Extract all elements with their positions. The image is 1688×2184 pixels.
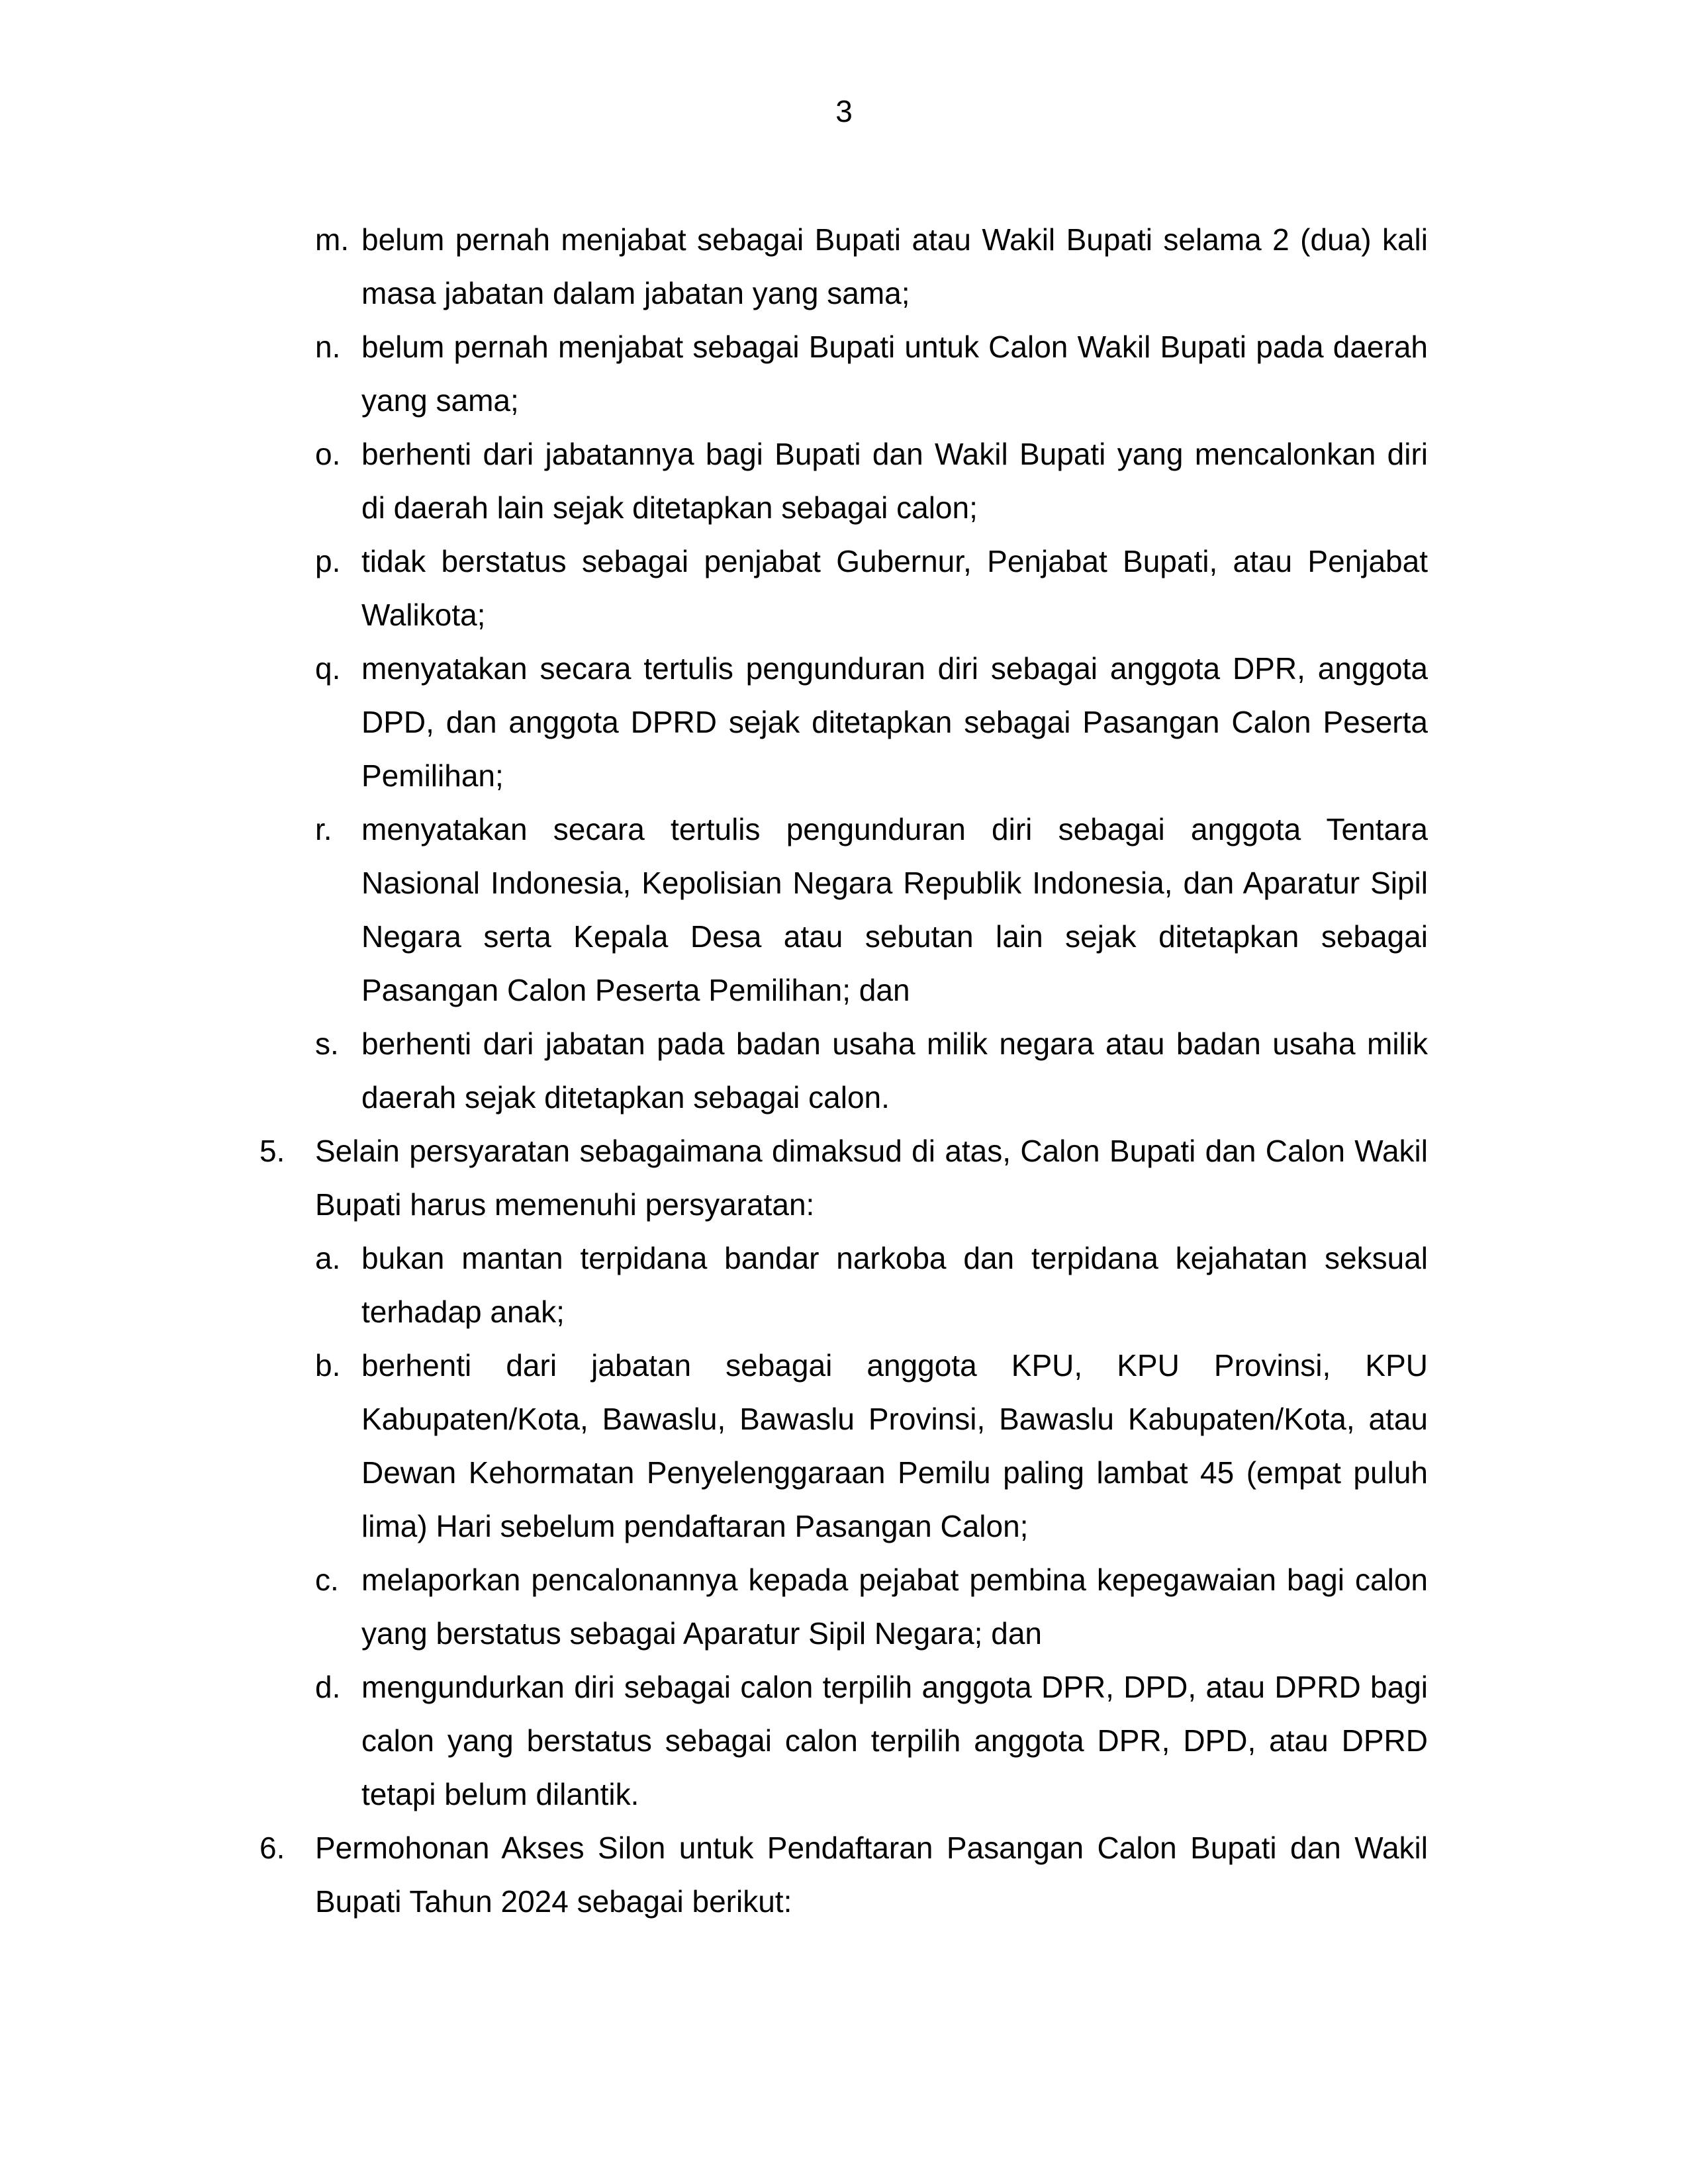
list-marker: s. bbox=[315, 1026, 339, 1061]
text-line: Permohonan Akses Silon untuk Pendaftaran Pasangan Calon Bupati dan Wakil bbox=[315, 1831, 1428, 1865]
text-line: DPD, dan anggota DPRD sejak ditetapkan sebagai Pasangan Calon Peserta bbox=[361, 705, 1428, 739]
list-marker: m. bbox=[315, 222, 350, 257]
list-marker: 6. bbox=[259, 1831, 285, 1865]
list-marker: b. bbox=[315, 1348, 341, 1383]
list-marker: 5. bbox=[259, 1134, 285, 1168]
text-line: menyatakan secara tertulis pengunduran diri sebagai anggota DPR, anggota bbox=[361, 651, 1428, 686]
text-line: melaporkan pencalonannya kepada pejabat pembina kepegawaian bagi calon bbox=[361, 1563, 1428, 1597]
text-line: tetapi belum dilantik. bbox=[361, 1777, 639, 1811]
text-line: masa jabatan dalam jabatan yang sama; bbox=[361, 276, 910, 310]
list-marker: p. bbox=[315, 544, 341, 578]
text-line: tidak berstatus sebagai penjabat Gubernur, Penjabat Bupati, atau Penjabat bbox=[361, 544, 1428, 578]
text-line: Walikota; bbox=[361, 598, 486, 632]
list-marker: r. bbox=[315, 812, 332, 846]
list-marker: q. bbox=[315, 651, 341, 686]
text-line: yang sama; bbox=[361, 383, 519, 418]
text-line: berhenti dari jabatan sebagai anggota KPU, KPU Provinsi, KPU bbox=[361, 1348, 1428, 1383]
text-line: mengundurkan diri sebagai calon terpilih anggota DPR, DPD, atau DPRD bagi bbox=[361, 1670, 1428, 1704]
text-line: lima) Hari sebelum pendaftaran Pasangan Calon; bbox=[361, 1509, 1029, 1543]
list-marker: n. bbox=[315, 330, 341, 364]
text-line: calon yang berstatus sebagai calon terpilih anggota DPR, DPD, atau DPRD bbox=[361, 1723, 1428, 1758]
text-line: menyatakan secara tertulis pengunduran diri sebagai anggota Tentara bbox=[361, 812, 1428, 846]
list-marker: d. bbox=[315, 1670, 341, 1704]
text-line: Bupati harus memenuhi persyaratan: bbox=[315, 1187, 815, 1222]
list-marker: a. bbox=[315, 1241, 341, 1275]
text-line: terhadap anak; bbox=[361, 1295, 565, 1329]
text-line: belum pernah menjabat sebagai Bupati atau Wakil Bupati selama 2 (dua) kali bbox=[361, 222, 1428, 257]
page-number: 3 bbox=[835, 94, 853, 128]
text-line: Negara serta Kepala Desa atau sebutan lain sejak ditetapkan sebagai bbox=[361, 919, 1428, 954]
text-line: Kabupaten/Kota, Bawaslu, Bawaslu Provinsi, Bawaslu Kabupaten/Kota, atau bbox=[361, 1402, 1428, 1436]
text-line: Bupati Tahun 2024 sebagai berikut: bbox=[315, 1884, 792, 1919]
text-line: Pemilihan; bbox=[361, 758, 504, 793]
text-line: berhenti dari jabatannya bagi Bupati dan Wakil Bupati yang mencalonkan diri bbox=[361, 437, 1428, 471]
text-line: daerah sejak ditetapkan sebagai calon. bbox=[361, 1080, 890, 1115]
text-line: Pasangan Calon Peserta Pemilihan; dan bbox=[361, 973, 910, 1007]
list-marker: o. bbox=[315, 437, 341, 471]
text-line: di daerah lain sejak ditetapkan sebagai calon; bbox=[361, 490, 978, 525]
text-line: bukan mantan terpidana bandar narkoba dan terpidana kejahatan seksual bbox=[361, 1241, 1428, 1275]
text-line: Dewan Kehormatan Penyelenggaraan Pemilu paling lambat 45 (empat puluh bbox=[361, 1455, 1428, 1490]
text-line: berhenti dari jabatan pada badan usaha milik negara atau badan usaha milik bbox=[361, 1026, 1428, 1061]
text-line: belum pernah menjabat sebagai Bupati untuk Calon Wakil Bupati pada daerah bbox=[361, 330, 1428, 364]
list-marker: c. bbox=[315, 1563, 339, 1597]
text-line: Nasional Indonesia, Kepolisian Negara Republik Indonesia, dan Aparatur Sipil bbox=[361, 866, 1428, 900]
text-line: yang berstatus sebagai Aparatur Sipil Negara; dan bbox=[361, 1616, 1042, 1651]
text-line: Selain persyaratan sebagaimana dimaksud di atas, Calon Bupati dan Calon Wakil bbox=[315, 1134, 1428, 1168]
